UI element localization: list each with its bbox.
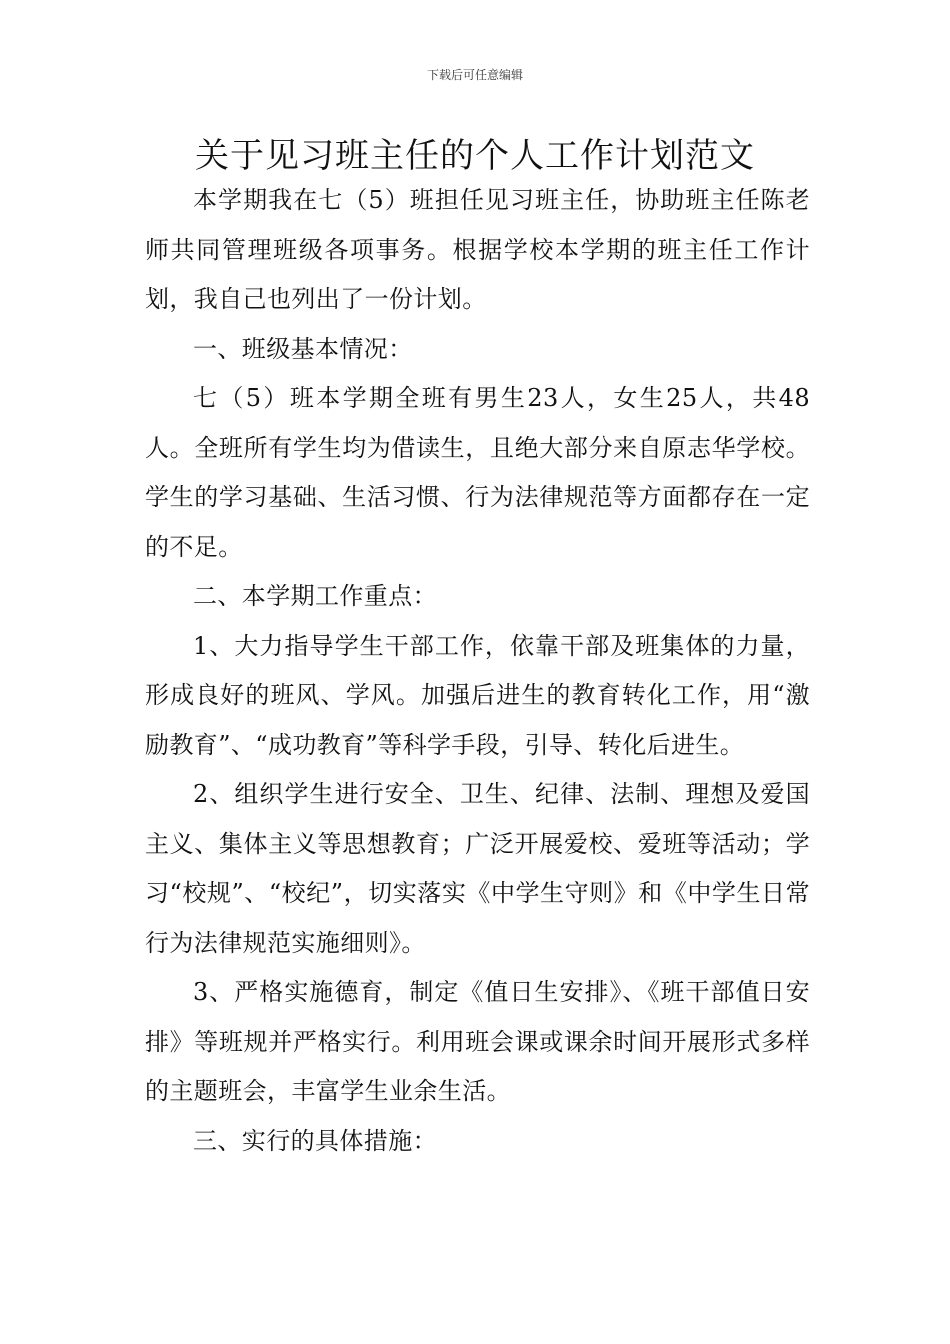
page-header-note: 下载后可任意编辑 [426, 68, 523, 82]
document-body [145, 176, 810, 1166]
section-heading-work-focus: 二、本学期工作重点： [193, 582, 437, 610]
paragraph-class-overview: 七（5）班本学期全班有男生23人，女生25人，共48人。全班所有学生均为借读生，且绝大部分来自原志华学校。学生的学习基础、生活习惯、行为法律规范等方面都存在一定的不足。 [145, 384, 810, 561]
paragraph-focus-item-2: 2、组织学生进行安全、卫生、纪律、法制、理想及爱国主义、集体主义等思想教育；广泛开展爱校、爱班等活动；学习“校规”、“校纪”，切实落实《中学生守则》和《中学生日常行为法律规范实施细则》。 [145, 780, 810, 957]
section-heading-measures: 三、实行的具体措施： [193, 1126, 437, 1155]
paragraph-focus-item-1: 1、大力指导学生干部工作，依靠干部及班集体的力量，形成良好的班风、学风。加强后进生的教育转化工作，用“激励教育”、“成功教育”等科学手段，引导、转化后进生。 [145, 631, 810, 759]
section-heading-class-overview: 一、班级基本情况： [193, 334, 413, 363]
paragraph-focus-item-3: 3、严格实施德育，制定《值日生安排》、《班干部值日安排》等班规并严格实行。利用班会课或课余时间开展形式多样的主题班会，丰富学生业余生活。 [145, 978, 810, 1105]
paragraph-intro: 本学期我在七（5）班担任见习班主任，协助班主任陈老师共同管理班级各项事务。根据学校本学期的班主任工作计划，我自己也列出了一份计划。 [145, 186, 810, 313]
document-title: 关于见习班主任的个人工作计划范文 [195, 136, 755, 176]
